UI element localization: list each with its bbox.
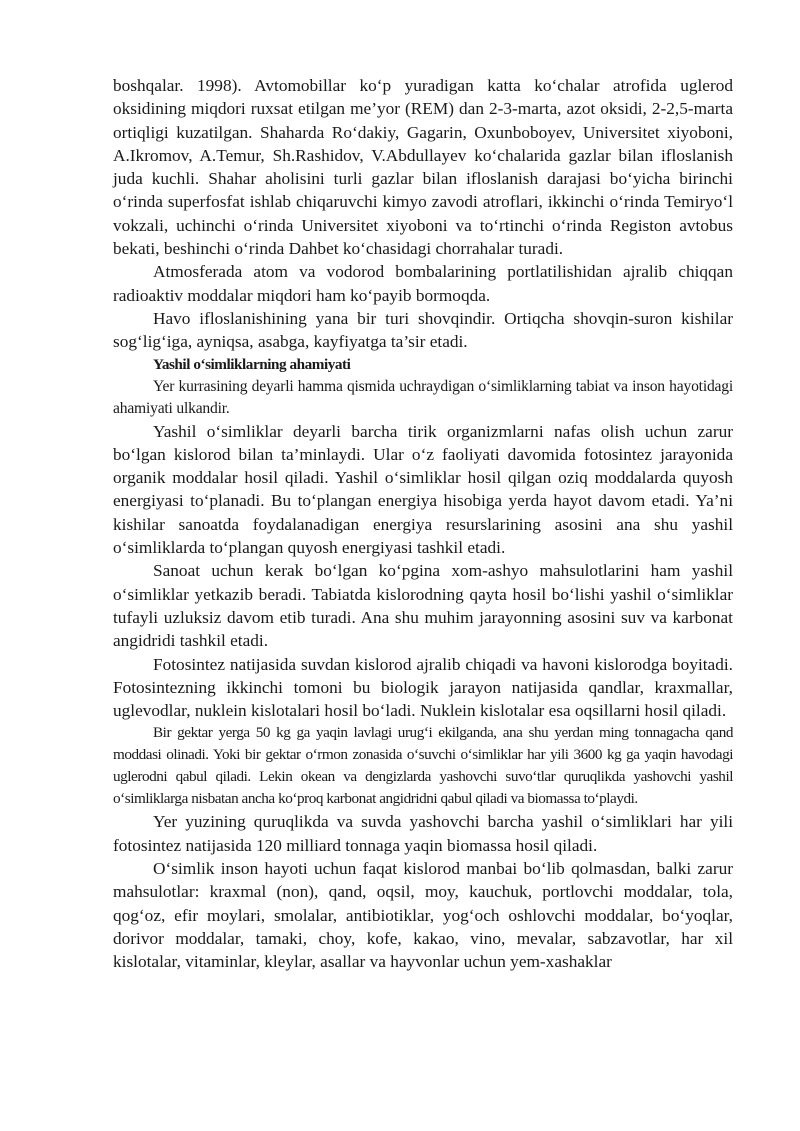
paragraph-air-pollution: boshqalar. 1998). Avtomobillar ko‘p yuradigan katta ko‘chalar atrofida uglerod oksidining miqdori ruxsat etilgan me’yor (REM) dan 2-3-marta, azot oksidi, 2-2,5-marta ortiqligi kuzatilgan. Shaharda Ro‘dakiy, Gagarin, Oxunboboyev, Universitet xiyoboni, A.Ikromov, A.Temur, Sh.Rashidov, V.Abdullayev ko‘chalarida gazlar bilan ifloslanish juda kuchli. Shahar aholisini turli gazlar bilan ifloslanish darajasi bo‘yicha birinchi o‘rinda superfosfat ishlab chiqaruvchi kimyo zavodi atroflari, ikkinchi o‘rinda Temiryo‘l vokzali, uchinchi o‘rinda Universitet xiyoboni va to‘rtinchi o‘rinda Registon avtobus bekati, beshinchi o‘rinda Dahbet ko‘chasidagi chorrahalar turadi. (113, 76, 733, 259)
section-heading: Yashil o‘simliklarning ahamiyati (153, 355, 351, 373)
document-page (113, 74, 733, 974)
paragraph-biomass: Yer yuzining quruqlikda va suvda yashovchi barcha yashil o‘simliklari har yili fotosintez natijasida 120 milliard tonnaga yaqin biomassa hosil qiladi. (113, 812, 733, 855)
paragraph-raw-materials: Sanoat uchun kerak bo‘lgan ko‘pgina xom-ashyo mahsulotlarini ham yashil o‘simliklar yetkazib beradi. Tabiatda kislorodning qayta hosil bo‘lishi yashil o‘simliklar tufayli uzluksiz davom etib turadi. Ana shu muhim jarayonning asosini suv va karbonat angidridi tashkil etadi. (113, 561, 733, 651)
paragraph-sugar-beet: Bir gektar yerga 50 kg ga yaqin lavlagi urug‘i ekilganda, ana shu yerdan ming tonnagacha qand moddasi olinadi. Yoki bir gektar o‘rmon zonasida o‘suvchi o‘simliklar har yili 3600 kg ga yaqin havodagi uglerodni qabul qiladi. Lekin okean va dengizlarda yashovchi suvo‘tlar quruqlikda yashovchi yashil o‘simliklarga nisbatan ancha ko‘proq karbonat angidridni qabul qiladi va biomassa to‘playdi. (113, 724, 733, 808)
paragraph-noise: Havo ifloslanishining yana bir turi shovqindir. Ortiqcha shovqin-suron kishilar sog‘lig‘iga, ayniqsa, asabga, kayfiyatga ta’sir etadi. (113, 308, 733, 352)
paragraph-products: O‘simlik inson hayoti uchun faqat kislorod manbai bo‘lib qolmasdan, balki zarur mahsulotlar: kraxmal (non), qand, oqsil, moy, kauchuk, portlovchi moddalar, tola, qog‘oz, efir moylari, smolalar, antibiotiklar, yog‘och oshlovchi moddalar, bo‘yoqlar, dorivor moddalar, tamaki, choy, kofe, kakao, vino, mevalar, sabzavotlar, har xil kislotalar, vitaminlar, kleylar, asallar va hayvonlar uchun yem-xashaklar (113, 859, 733, 972)
paragraph-photosynthesis: Fotosintez natijasida suvdan kislorod ajralib chiqadi va havoni kislorodga boyitadi. Fotosintezning ikkinchi tomoni bu biologik jarayon natijasida qandlar, kraxmallar, uglevodlar, nuklein kislotalari hosil bo‘ladi. Nuklein kislotalar esa oqsillarni hosil qiladi. (113, 654, 733, 721)
paragraph-intro: Yer kurrasining deyarli hamma qismida uchraydigan o‘simliklarning tabiat va inson hayotidagi ahamiyati ulkandir. (113, 377, 733, 417)
paragraph-oxygen: Yashil o‘simliklar deyarli barcha tirik organizmlarni nafas olish uchun zarur bo‘lgan kislorod bilan ta’minlaydi. Ular o‘z faoliyati davomida fotosintez jarayonida organik moddalar hosil qiladi. Yashil o‘simliklar hosil qilgan oziq moddalarda quyosh energiyasi to‘planadi. Bu to‘plangan energiya hisobiga yerda hayot davom etadi. Ya’ni kishilar sanoatda foydalanadigan energiya resurslarining asosini ana shu yashil o‘simliklarda to‘plangan quyosh energiyasi tashkil etadi. (113, 421, 733, 558)
paragraph-radioactive: Atmosferada atom va vodorod bombalarining portlatilishidan ajralib chiqqan radioaktiv moddalar miqdori ham ko‘payib bormoqda. (113, 262, 733, 305)
